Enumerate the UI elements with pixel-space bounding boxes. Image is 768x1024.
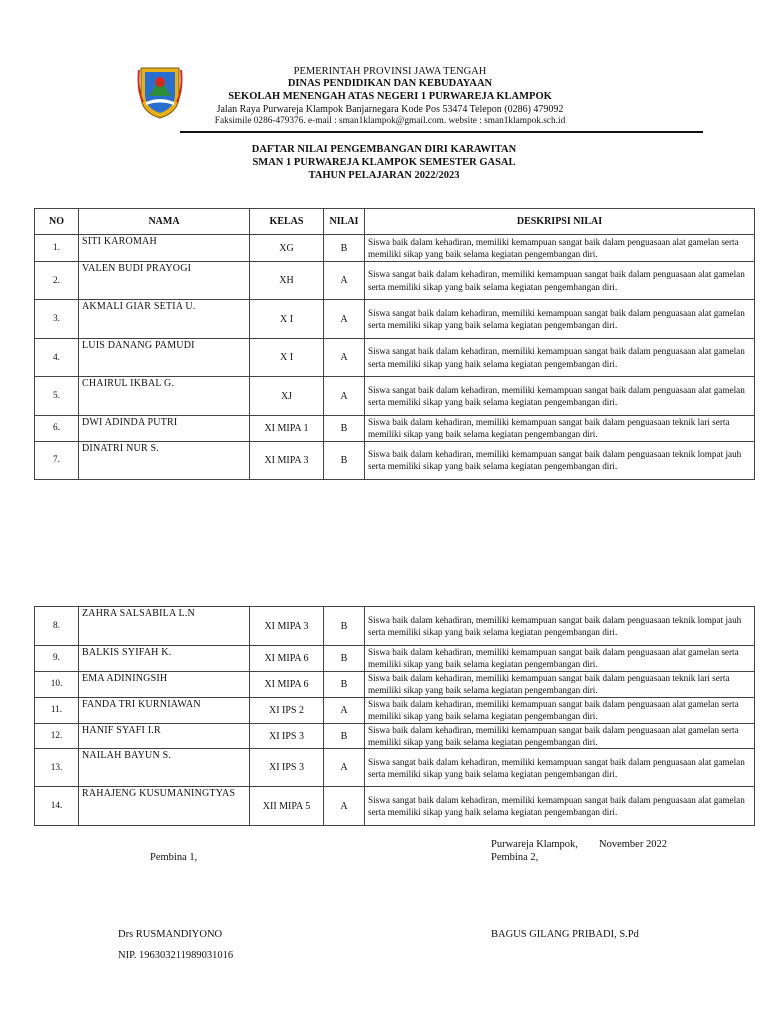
row-number: 7. xyxy=(35,441,79,479)
row-number: 13. xyxy=(35,749,79,787)
student-name: DWI ADINDA PUTRI xyxy=(79,416,250,442)
grade-description: Siswa sangat baik dalam kehadiran, memiliki kemampuan sangat baik dalam penguasaan alat gamelan serta memiliki sikap yang baik selama kegiatan pengembangan diri. xyxy=(365,377,755,416)
table-row xyxy=(35,377,755,416)
letterhead-contact: Faksimile 0286-479376. e-mail : sman1klampok@gmail.com. website : sman1klampok.sch.id xyxy=(214,116,566,126)
grade-description: Siswa baik dalam kehadiran, memiliki kemampuan sangat baik dalam penguasaan teknik lari serta memiliki sikap yang baik selama kegiatan pengembangan diri. xyxy=(365,416,755,442)
table-row xyxy=(35,607,755,646)
letterhead-school: SEKOLAH MENENGAH ATAS NEGERI 1 PURWAREJA KLAMPOK xyxy=(228,91,552,102)
table-header-row xyxy=(35,209,755,235)
row-number: 2. xyxy=(35,262,79,300)
header-deskripsi: DESKRIPSI NILAI xyxy=(365,209,755,235)
grades-table-part1 xyxy=(34,208,755,480)
letterhead-address: Jalan Raya Purwareja Klampok Banjarnegara Kode Pos 53474 Telepon (0286) 479092 xyxy=(216,104,564,115)
grade-description: Siswa sangat baik dalam kehadiran, memiliki kemampuan sangat baik dalam penguasaan alat gamelan serta memiliki sikap yang baik selama kegiatan pengembangan diri. xyxy=(365,339,755,377)
student-name: EMA ADININGSIH xyxy=(79,671,250,697)
student-grade: B xyxy=(324,607,365,646)
student-class: XG xyxy=(250,235,324,262)
grade-description: Siswa baik dalam kehadiran, memiliki kemampuan sangat baik dalam penguasaan teknik lari serta memiliki sikap yang baik selama kegiatan pengembangan diri. xyxy=(365,671,755,697)
student-class: XI MIPA 3 xyxy=(250,607,324,646)
student-name: BALKIS SYIFAH K. xyxy=(79,646,250,672)
signer-right-role: Pembina 2, xyxy=(491,852,539,863)
student-name: FANDA TRI KURNIAWAN xyxy=(79,697,250,723)
letterhead-agency: DINAS PENDIDIKAN DAN KEBUDAYAAN xyxy=(287,78,493,89)
table-row xyxy=(35,787,755,826)
student-grade: A xyxy=(324,339,365,377)
table-row xyxy=(35,235,755,262)
date-label: November 2022 xyxy=(599,839,667,850)
student-grade: A xyxy=(324,300,365,339)
grade-description: Siswa baik dalam kehadiran, memiliki kemampuan sangat baik dalam penguasaan teknik lompat jauh serta memiliki sikap yang baik selama kegiatan pengembangan diri. xyxy=(365,607,755,646)
row-number: 5. xyxy=(35,377,79,416)
header-nama: NAMA xyxy=(79,209,250,235)
grade-description: Siswa baik dalam kehadiran, memiliki kemampuan sangat baik dalam penguasaan alat gamelan serta memiliki sikap yang baik selama kegiatan pengembangan diri. xyxy=(365,646,755,672)
student-class: XI MIPA 6 xyxy=(250,646,324,672)
student-class: X I xyxy=(250,339,324,377)
student-class: XI MIPA 6 xyxy=(250,671,324,697)
row-number: 1. xyxy=(35,235,79,262)
student-grade: A xyxy=(324,377,365,416)
student-class: XI IPS 3 xyxy=(250,749,324,787)
student-class: XH xyxy=(250,262,324,300)
student-class: XI MIPA 1 xyxy=(250,416,324,442)
student-grade: B xyxy=(324,723,365,749)
student-grade: A xyxy=(324,697,365,723)
table-row xyxy=(35,339,755,377)
table-row xyxy=(35,441,755,479)
letterhead-province: PEMERINTAH PROVINSI JAWA TENGAH xyxy=(293,66,487,77)
row-number: 3. xyxy=(35,300,79,339)
student-name: CHAIRUL IKBAL G. xyxy=(79,377,250,416)
student-grade: A xyxy=(324,787,365,826)
document-year: TAHUN PELAJARAN 2022/2023 xyxy=(308,170,460,181)
grade-description: Siswa sangat baik dalam kehadiran, memiliki kemampuan sangat baik dalam penguasaan alat gamelan serta memiliki sikap yang baik selama kegiatan pengembangan diri. xyxy=(365,262,755,300)
header-kelas: KELAS xyxy=(250,209,324,235)
row-number: 4. xyxy=(35,339,79,377)
signer-left-name: Drs RUSMANDIYONO xyxy=(118,929,223,940)
row-number: 9. xyxy=(35,646,79,672)
letterhead-divider xyxy=(180,131,703,133)
student-name: DINATRI NUR S. xyxy=(79,441,250,479)
student-name: HANIF SYAFI I.R xyxy=(79,723,250,749)
student-grade: B xyxy=(324,235,365,262)
student-grade: B xyxy=(324,671,365,697)
table-row xyxy=(35,697,755,723)
document-title: DAFTAR NILAI PENGEMBANGAN DIRI KARAWITAN xyxy=(251,144,517,155)
table-row xyxy=(35,749,755,787)
student-name: ZAHRA SALSABILA L.N xyxy=(79,607,250,646)
grade-description: Siswa baik dalam kehadiran, memiliki kemampuan sangat baik dalam penguasaan alat gamelan serta memiliki sikap yang baik selama kegiatan pengembangan diri. xyxy=(365,697,755,723)
header-nilai: NILAI xyxy=(324,209,365,235)
grade-description: Siswa baik dalam kehadiran, memiliki kemampuan sangat baik dalam penguasaan alat gamelan serta memiliki sikap yang baik selama kegiatan pengembangan diri. xyxy=(365,723,755,749)
row-number: 14. xyxy=(35,787,79,826)
signer-right-name: BAGUS GILANG PRIBADI, S.Pd xyxy=(491,929,639,940)
student-class: XI MIPA 3 xyxy=(250,441,324,479)
row-number: 11. xyxy=(35,697,79,723)
student-class: XI IPS 2 xyxy=(250,697,324,723)
grade-description: Siswa sangat baik dalam kehadiran, memiliki kemampuan sangat baik dalam penguasaan alat gamelan serta memiliki sikap yang baik selama kegiatan pengembangan diri. xyxy=(365,787,755,826)
table-row xyxy=(35,262,755,300)
student-grade: A xyxy=(324,749,365,787)
student-grade: B xyxy=(324,416,365,442)
table-row xyxy=(35,416,755,442)
student-grade: B xyxy=(324,441,365,479)
header-no: NO xyxy=(35,209,79,235)
place-label: Purwareja Klampok, xyxy=(491,839,578,850)
student-name: LUIS DANANG PAMUDI xyxy=(79,339,250,377)
row-number: 12. xyxy=(35,723,79,749)
grade-description: Siswa sangat baik dalam kehadiran, memiliki kemampuan sangat baik dalam penguasaan alat gamelan serta memiliki sikap yang baik selama kegiatan pengembangan diri. xyxy=(365,300,755,339)
table-row xyxy=(35,300,755,339)
table-row xyxy=(35,723,755,749)
student-class: XI IPS 3 xyxy=(250,723,324,749)
provincial-crest-logo xyxy=(137,62,183,120)
student-class: XJ xyxy=(250,377,324,416)
row-number: 10. xyxy=(35,671,79,697)
grade-description: Siswa baik dalam kehadiran, memiliki kemampuan sangat baik dalam penguasaan alat gamelan serta memiliki sikap yang baik selama kegiatan pengembangan diri. xyxy=(365,235,755,262)
student-class: X I xyxy=(250,300,324,339)
signer-left-role: Pembina 1, xyxy=(150,852,198,863)
student-name: SITI KAROMAH xyxy=(79,235,250,262)
signer-left-nip: NIP. 196303211989031016 xyxy=(118,950,234,961)
row-number: 6. xyxy=(35,416,79,442)
student-grade: B xyxy=(324,646,365,672)
student-class: XII MIPA 5 xyxy=(250,787,324,826)
student-name: RAHAJENG KUSUMANINGTYAS xyxy=(79,787,250,826)
student-name: NAILAH BAYUN S. xyxy=(79,749,250,787)
document-subtitle: SMAN 1 PURWAREJA KLAMPOK SEMESTER GASAL xyxy=(252,157,516,168)
student-grade: A xyxy=(324,262,365,300)
table-row xyxy=(35,671,755,697)
table-row xyxy=(35,646,755,672)
student-name: VALEN BUDI PRAYOGI xyxy=(79,262,250,300)
grades-table-part2 xyxy=(34,606,755,826)
grade-description: Siswa sangat baik dalam kehadiran, memiliki kemampuan sangat baik dalam penguasaan alat gamelan serta memiliki sikap yang baik selama kegiatan pengembangan diri. xyxy=(365,749,755,787)
grade-description: Siswa baik dalam kehadiran, memiliki kemampuan sangat baik dalam penguasaan teknik lompat jauh serta memiliki sikap yang baik selama kegiatan pengembangan diri. xyxy=(365,441,755,479)
row-number: 8. xyxy=(35,607,79,646)
student-name: AKMALI GIAR SETIA U. xyxy=(79,300,250,339)
